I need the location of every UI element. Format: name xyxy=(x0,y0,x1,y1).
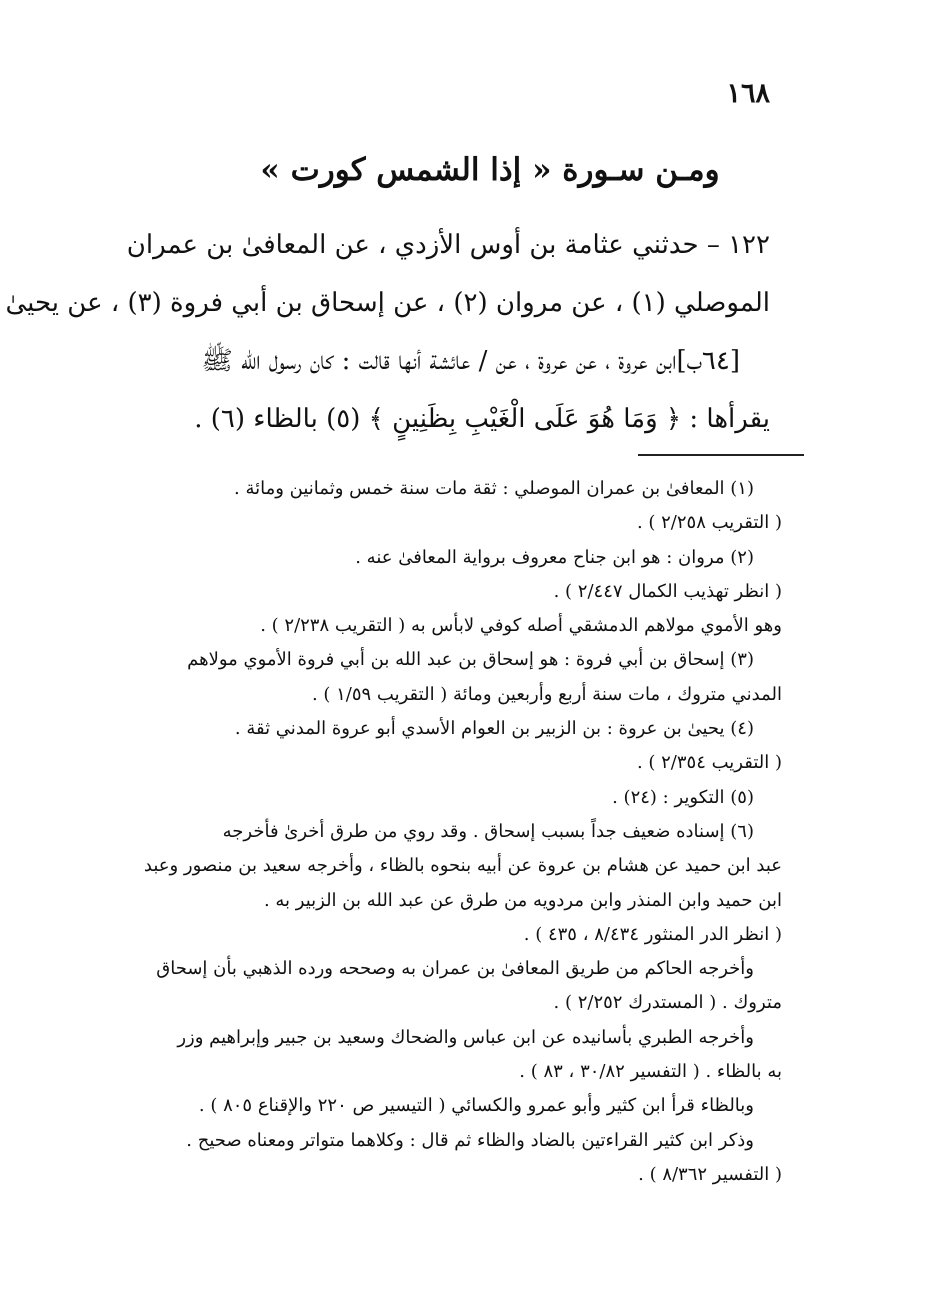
manuscript-folio-marker: [٦٤ب] xyxy=(676,346,740,376)
hadith-text xyxy=(5,216,770,448)
footnote-line: ( انظر تهذيب الكمال ٢/٤٤٧ ) . xyxy=(553,580,782,602)
footnote-line: ( انظر الدر المنثور ٨/٤٣٤ ، ٤٣٥ ) . xyxy=(523,923,782,945)
footnote-line: (٣) إسحاق بن أبي فروة : هو إسحاق بن عبد الله بن أبي فروة الأموي مولاهم xyxy=(187,649,754,671)
footnote-line: به بالظاء . ( التفسير ٣٠/٨٢ ، ٨٣ ) . xyxy=(519,1061,782,1083)
footnote-line: عبد ابن حميد عن هشام بن عروة عن أبيه بنحوه بالظاء ، وأخرجه سعيد بن منصور وعبد xyxy=(143,855,782,877)
footnotes xyxy=(132,472,782,1192)
footnote-line: ( التقريب ٢/٢٥٨ ) . xyxy=(636,512,782,534)
footnote-line: (٥) التكوير : (٢٤) . xyxy=(612,786,754,808)
chapter-title: ومـن سـورة « إذا الشمس كورت » xyxy=(260,152,720,188)
footnote-line: المدني متروك ، مات سنة أربع وأربعين ومائة ( التقريب ١/٥٩ ) . xyxy=(311,683,782,705)
footnote-line: وأخرجه الحاكم من طريق المعافىٰ بن عمران به وصححه ورده الذهبي بأن إسحاق xyxy=(156,958,754,980)
footnote-line: وذكر ابن كثير القراءتين بالضاد والظاء ثم قال : وكلاهما متواتر ومعناه صحيح . xyxy=(186,1129,754,1151)
footnote-line: ( التفسير ٨/٣٦٢ ) . xyxy=(638,1163,782,1185)
page-number: ١٦٨ xyxy=(726,78,770,109)
footnote-line: (٦) إسناده ضعيف جداً بسبب إسحاق . وقد روي من طرق أخرىٰ فأخرجه xyxy=(222,820,754,842)
main-text-line: يقرأها : ﴿ وَمَا هُوَ عَلَى الْغَيْبِ بِظَنِينٍ ﴾ (٥) بالظاء (٦) . xyxy=(194,404,770,434)
footnote-line: وبالظاء قرأ ابن كثير وأبو عمرو والكسائي ( التيسير ص ٢٢٠ والإقناع ٨٠٥ ) . xyxy=(198,1095,754,1117)
footnote-line: (٤) يحيىٰ بن عروة : بن الزبير بن العوام الأسدي أبو عروة المدني ثقة . xyxy=(234,718,754,740)
footnote-line: ( التقريب ٢/٣٥٤ ) . xyxy=(636,752,782,774)
main-text-line-with-marker xyxy=(100,332,740,390)
footnote-line: (٢) مروان : هو ابن جناح معروف برواية المعافىٰ عنه . xyxy=(355,546,754,568)
footnote-line: وهو الأموي مولاهم الدمشقي أصله كوفي لابأس به ( التقريب ٢/٢٣٨ ) . xyxy=(260,615,782,637)
footnote-line: (١) المعافىٰ بن عمران الموصلي : ثقة مات سنة خمس وثمانين ومائة . xyxy=(234,478,754,499)
footnote-line: متروك . ( المستدرك ٢/٢٥٢ ) . xyxy=(553,992,782,1014)
main-text-line: الموصلي (١) ، عن مروان (٢) ، عن إسحاق بن أبي فروة (٣) ، عن يحيىٰ xyxy=(5,288,770,318)
main-text-line: ١٢٢ – حدثني عثامة بن أوس الأزدي ، عن المعافىٰ بن عمران xyxy=(126,230,770,260)
footnote-divider xyxy=(638,454,804,456)
main-text-line: ابن عروة ، عن عروة ، عن / عائشة أنها قالت : كان رسول الله ﷺ xyxy=(201,346,677,376)
footnote-line: ابن حميد وابن المنذر وابن مردويه من طرق عن عبد الله بن الزبير به . xyxy=(263,889,782,911)
footnote-line: وأخرجه الطبري بأسانيده عن ابن عباس والضحاك وسعيد بن جبير وإبراهيم وزر xyxy=(177,1026,754,1048)
